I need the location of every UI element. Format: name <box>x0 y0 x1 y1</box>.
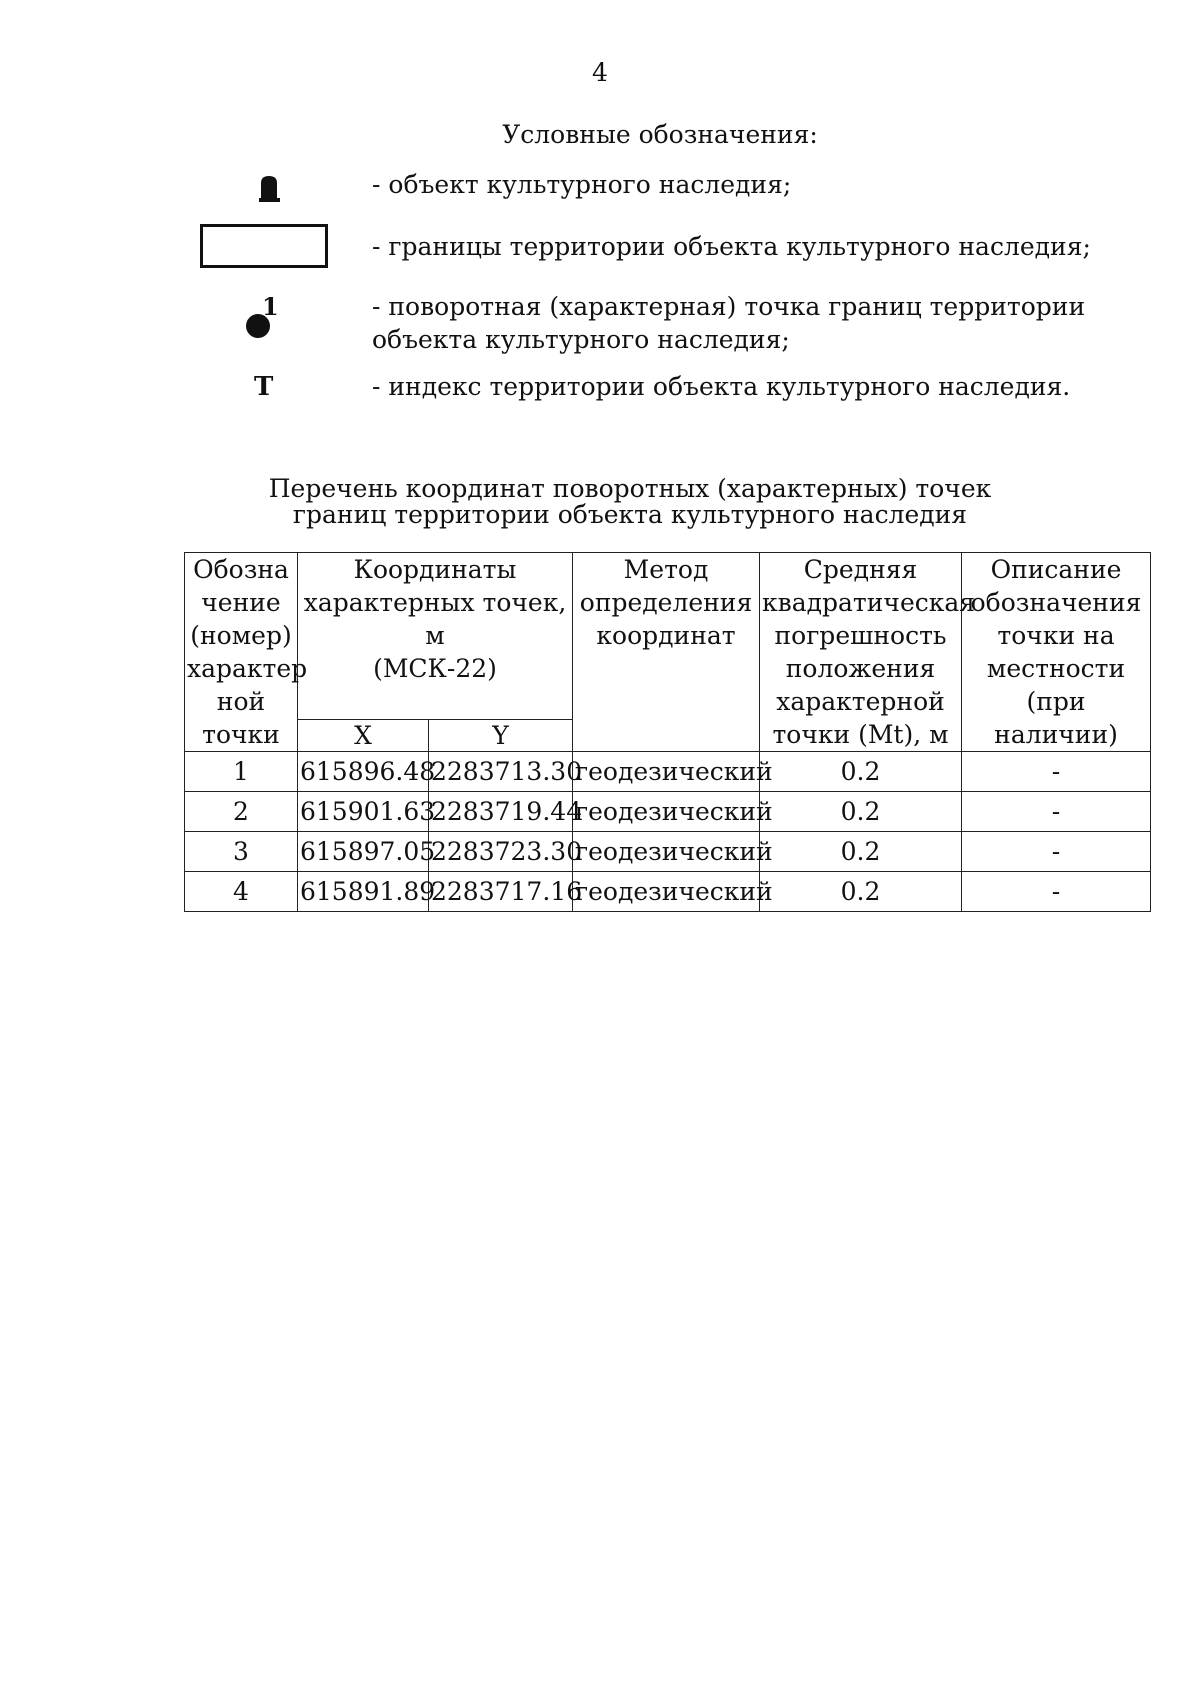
cell-description: - <box>962 792 1151 832</box>
cell-point: 2 <box>185 792 298 832</box>
cell-error: 0.2 <box>760 872 962 912</box>
cell-method: геодезический <box>573 752 760 792</box>
table-row <box>185 752 1151 792</box>
table-header-row <box>185 553 1151 720</box>
cell-method: геодезический <box>573 792 760 832</box>
cell-y: 2283713.30 <box>429 752 573 792</box>
turning-point-icon <box>240 292 280 338</box>
cell-point: 3 <box>185 832 298 872</box>
table-row <box>185 872 1151 912</box>
table-title-line-1: Перечень координат поворотных (характерных) точек <box>268 474 992 503</box>
legend-text-boundary: - границы территории объекта культурного наследия; <box>372 232 1091 261</box>
territory-index-icon: Т <box>254 372 274 402</box>
cell-x: 615897.05 <box>298 832 429 872</box>
header-y: Y <box>429 720 573 752</box>
legend-text-monument: - объект культурного наследия; <box>372 170 792 199</box>
cell-point: 1 <box>185 752 298 792</box>
cell-error: 0.2 <box>760 752 962 792</box>
turning-point-number: 1 <box>262 292 279 321</box>
table-title-line-2: границ территории объекта культурного наследия <box>292 500 968 529</box>
cell-x: 615901.63 <box>298 792 429 832</box>
cell-y: 2283723.30 <box>429 832 573 872</box>
header-error: Средняя квадратическая погрешность положения характерной точки (Mt), м <box>760 553 962 752</box>
monument-icon <box>258 174 280 202</box>
legend-title: Условные обозначения: <box>502 120 818 149</box>
boundary-rect-icon <box>200 224 328 268</box>
table-row <box>185 832 1151 872</box>
cell-x: 615891.89 <box>298 872 429 912</box>
cell-x: 615896.48 <box>298 752 429 792</box>
cell-y: 2283717.16 <box>429 872 573 912</box>
legend-text-territory-index: - индекс территории объекта культурного наследия. <box>372 372 1071 401</box>
cell-method: геодезический <box>573 832 760 872</box>
header-coords: Координаты характерных точек, м (МСК-22) <box>298 553 573 720</box>
legend-text-turning-point: - поворотная (характерная) точка границ территории объекта культурного наследия; <box>372 292 1086 354</box>
header-x: X <box>298 720 429 752</box>
cell-description: - <box>962 872 1151 912</box>
header-point: Обозна чение (номер) характер ной точки <box>185 553 298 752</box>
cell-description: - <box>962 832 1151 872</box>
coordinates-table <box>184 552 1151 912</box>
page-number: 4 <box>592 58 608 87</box>
header-method: Метод определения координат <box>573 553 760 752</box>
header-description: Описание обозначения точки на местности (при наличии) <box>962 553 1151 752</box>
cell-description: - <box>962 752 1151 792</box>
table-title <box>0 476 1200 528</box>
cell-method: геодезический <box>573 872 760 912</box>
table-row <box>185 792 1151 832</box>
cell-y: 2283719.44 <box>429 792 573 832</box>
cell-error: 0.2 <box>760 832 962 872</box>
cell-error: 0.2 <box>760 792 962 832</box>
cell-point: 4 <box>185 872 298 912</box>
